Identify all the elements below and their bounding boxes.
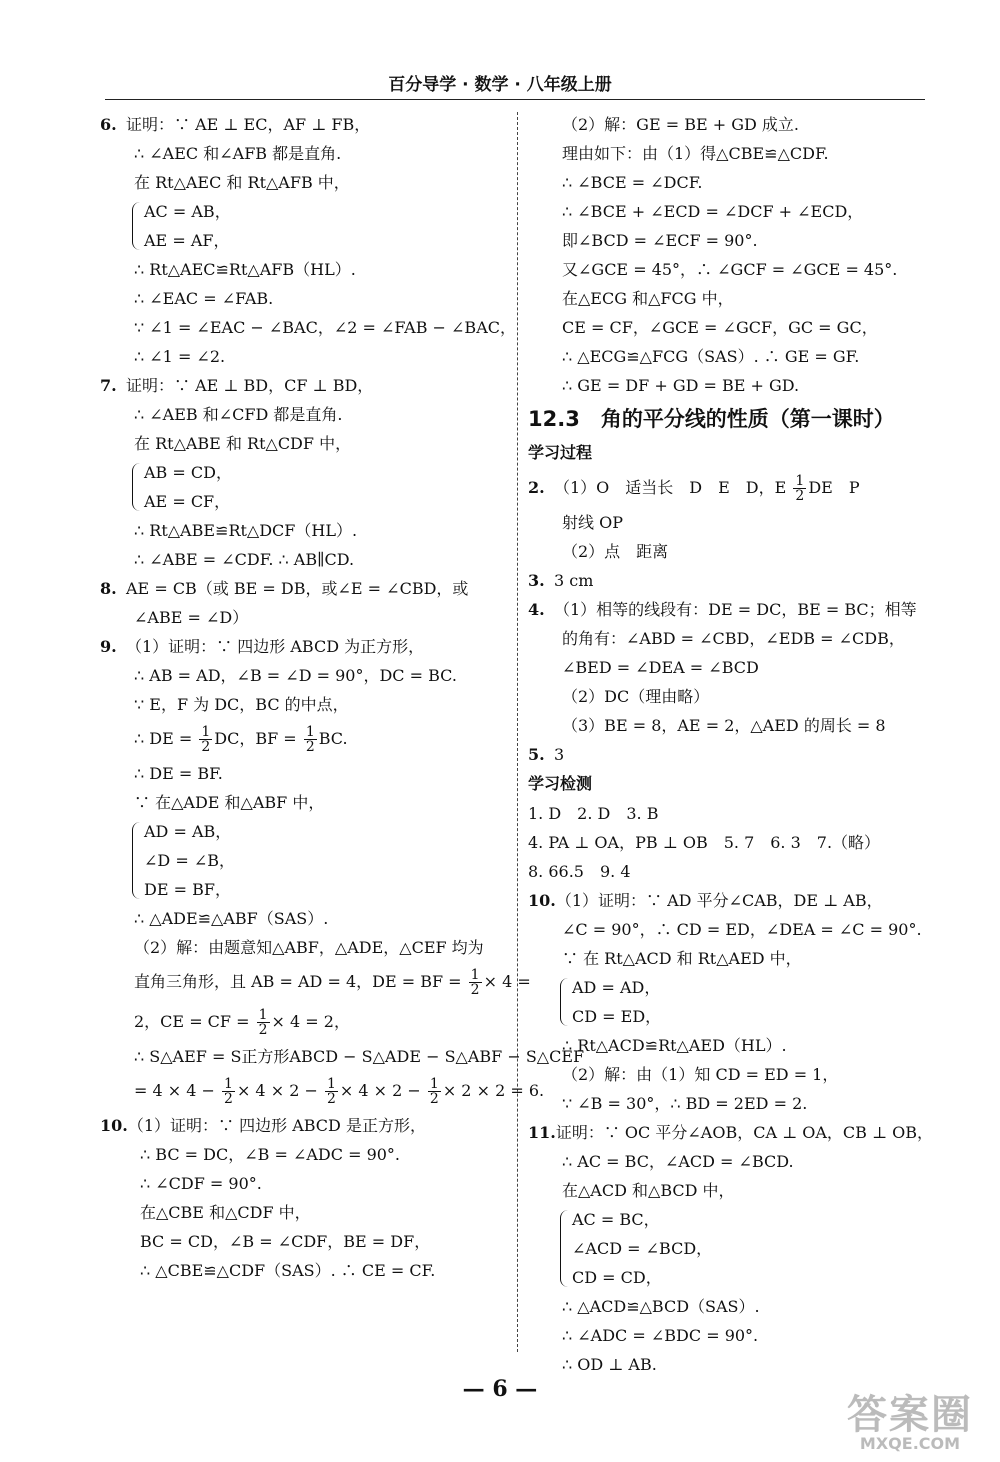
answer-line: ∠D = ∠B， [144, 851, 235, 870]
process-2 [528, 468, 928, 508]
answer-line: ∴ BC = DC，∠B = ∠ADC = 90°. [140, 1145, 401, 1164]
fraction [222, 1077, 235, 1106]
answer-number: 8. [100, 579, 117, 598]
denominator: 2 [470, 982, 480, 998]
watermark-url: MXQE.COM [859, 1434, 961, 1453]
watermark-logo [825, 1392, 995, 1455]
brace [560, 1210, 569, 1287]
answer-line: 在△ACD 和△BCD 中， [562, 1181, 735, 1200]
answer-line: AB = CD， [144, 463, 232, 482]
text-part: × 4 × 2 − [339, 1081, 421, 1100]
brace [560, 978, 569, 1026]
answer-line: CE = CF，∠GCE = ∠GCF，GC = GC， [562, 318, 878, 337]
answer-number: 5. [528, 745, 545, 764]
numerator: 1 [224, 1076, 233, 1092]
denominator: 2 [258, 1022, 268, 1038]
answer-number: 3. [528, 571, 545, 590]
denominator: 2 [326, 1091, 336, 1107]
answer-line: ∵ ∠1 = ∠EAC − ∠BAC，∠2 = ∠FAB − ∠BAC， [134, 318, 516, 337]
brace-group [100, 197, 505, 255]
text-part: × 4 × 2 − [236, 1081, 318, 1100]
answer-6 [100, 110, 516, 371]
answer-line: ∴ △ACD≌△BCD（SAS）. [562, 1297, 760, 1316]
denominator: 2 [429, 1091, 439, 1107]
answer-line: ∴ OD ⊥ AB. [562, 1355, 657, 1374]
numerator: 1 [429, 1076, 439, 1092]
brace-group [528, 1205, 928, 1292]
check-11 [528, 1118, 933, 1379]
answer-line: AD = AD， [572, 978, 661, 997]
answer-line [100, 719, 505, 759]
denominator: 2 [305, 739, 315, 755]
answer-number: 10. [528, 891, 556, 910]
text-part: （1）O 适当长 D E D，E [554, 478, 787, 497]
answer-line: ∵ ∠B = 30°，∴ BD = 2ED = 2. [562, 1094, 808, 1113]
answer-line: 又∠GCE = 45°，∴ ∠GCF = ∠GCE = 45°. [562, 260, 898, 279]
brace [132, 822, 141, 899]
subsection-title: 学习检测 [528, 774, 593, 793]
answer-line: AE = CF， [144, 492, 231, 511]
text-part: ∴ DE = [134, 729, 193, 748]
check-4-7: 4. PA ⊥ OA，PB ⊥ OB 5. 7 6. 3 7.（略） [528, 833, 881, 852]
answer-line: ∠BED = ∠DEA = ∠BCD [562, 658, 759, 677]
answer-line: ∴ Rt△ACD≌Rt△AED（HL）. [562, 1036, 787, 1055]
page-header: 百分导学 · 数学 · 八年级上册 [388, 75, 612, 95]
answer-line: 即∠BCD = ∠ECF = 90°. [562, 231, 758, 250]
answer-line: ∴ S△AEF = S正方形ABCD − S△ADE − S△ABF − S△CEF [134, 1047, 585, 1066]
process-3 [528, 566, 928, 595]
answer-line: 在 Rt△AEC 和 Rt△AFB 中， [134, 173, 350, 192]
answer-line: CD = ED， [572, 1007, 662, 1026]
answer-line: ∴ ∠ADC = ∠BDC = 90°. [562, 1326, 759, 1345]
process-4 [528, 595, 928, 624]
brace-group [100, 458, 505, 516]
text-part: × 2 × 2 = 6. [442, 1081, 545, 1100]
answer-line: ∴ ∠BCE + ∠ECD = ∠DCF + ∠ECD， [562, 202, 864, 221]
answer-line: ∴ ∠AEB 和∠CFD 都是直角. [134, 405, 343, 424]
answer-line: BC = CD，∠B = ∠CDF，BE = DF， [140, 1232, 431, 1251]
header-rule [105, 99, 925, 100]
answer-line: ∴ ∠AEC 和∠AFB 都是直角. [134, 144, 342, 163]
answer-line: 理由如下：由（1）得△CBE≌△CDF. [562, 144, 829, 163]
numerator: 1 [326, 1076, 336, 1092]
answer-7 [100, 371, 505, 574]
answer-line: 射线 OP [562, 513, 623, 532]
answer-line: （1）相等的线段有：DE = DC，BE = BC；相等 [554, 600, 917, 619]
answer-line: （2）DC（理由略） [562, 687, 710, 706]
answer-line: AC = BC， [572, 1210, 660, 1229]
answer-line: ∵ 在 Rt△ACD 和 Rt△AED 中， [562, 949, 802, 968]
answer-line: ∴ ∠BCE = ∠DCF. [562, 173, 703, 192]
denominator: 2 [224, 1091, 233, 1107]
answer-line: （2）解：GE = BE + GD 成立. [562, 115, 800, 134]
answer-line: AD = AB， [144, 822, 232, 841]
numerator: 1 [201, 724, 211, 740]
fraction [428, 1077, 441, 1106]
numerator: 1 [795, 473, 805, 489]
text-part: BC. [318, 729, 348, 748]
answer-line: 在△ECG 和△FCG 中， [562, 289, 734, 308]
right-column [528, 110, 933, 1379]
answer-8 [100, 574, 505, 632]
answer-10 [100, 1111, 505, 1285]
answer-line [100, 1071, 545, 1111]
answer-line: （3）BE = 8，AE = 2，△AED 的周长 = 8 [562, 716, 886, 735]
answer-line: ∴ ∠ABE = ∠CDF. ∴ AB∥CD. [134, 550, 355, 569]
text-part: × 4 = 2， [271, 1012, 350, 1031]
answer-line [100, 962, 531, 1002]
fraction [257, 1008, 270, 1037]
answer-line: ∴ △ADE≌△ABF（SAS）. [134, 909, 329, 928]
section-title: 12.3 角的平分线的性质（第一课时） [528, 407, 895, 431]
watermark-text: 答案圈 [847, 1392, 973, 1438]
text-part: 直角三角形，且 AB = AD = 4，DE = BF = [134, 972, 462, 991]
answer-line: AE = AF， [144, 231, 230, 250]
answer-line: ∴ DE = BF. [134, 764, 223, 783]
text-part: DE P [808, 478, 860, 497]
fraction [793, 474, 806, 503]
answer-line: ∵ 在△ADE 和△ABF 中， [134, 793, 325, 812]
answer-line: AC = AB， [144, 202, 231, 221]
brace [132, 202, 141, 250]
text-part: = 4 × 4 − [134, 1081, 215, 1100]
check-1-3: 1. D 2. D 3. B [528, 804, 659, 823]
answer-number: 4. [528, 600, 545, 619]
answer-line: ∴ △ECG≌△FCG（SAS）. ∴ GE = GF. [562, 347, 860, 366]
answer-number: 10. [100, 1116, 128, 1135]
answer-line: ∴ △CBE≌△CDF（SAS）. ∴ CE = CF. [140, 1261, 436, 1280]
answer-line: 3 [554, 745, 565, 764]
answer-line: ∴ ∠CDF = 90°. [140, 1174, 262, 1193]
answer-line: ∴ AC = BC，∠ACD = ∠BCD. [562, 1152, 794, 1171]
answer-number: 11. [528, 1123, 556, 1142]
brace-group [528, 973, 928, 1031]
answer-line: ∠ABE = ∠D） [134, 608, 249, 627]
text-part: 2，CE = CF = [134, 1012, 250, 1031]
answer-number: 9. [100, 637, 117, 656]
answer-line: ∴ GE = DF + GD = BE + GD. [562, 376, 800, 395]
answer-number: 6. [100, 115, 117, 134]
answer-line: 在△CBE 和△CDF 中， [140, 1203, 311, 1222]
process-5 [528, 740, 928, 769]
answer-line: 的角有：∠ABD = ∠CBD，∠EDB = ∠CDB， [562, 629, 905, 648]
answer-line: AE = CB（或 BE = DB，或∠E = ∠CBD，或 [126, 579, 469, 598]
text-part: DC，BF = [214, 729, 297, 748]
brace-group [100, 817, 505, 904]
numerator: 1 [258, 1007, 268, 1023]
answer-line: （1）证明：∵ 四边形 ABCD 为正方形， [126, 637, 425, 656]
fraction [304, 725, 317, 754]
answer-line: ∴ AB = AD，∠B = ∠D = 90°，DC = BC. [134, 666, 457, 685]
answer-line: （2）解：由（1）知 CD = ED = 1， [562, 1065, 839, 1084]
fraction [325, 1077, 338, 1106]
answer-line: （1）证明：∵ 四边形 ABCD 是正方形， [127, 1116, 426, 1135]
answer-line: （2）点 距离 [562, 542, 669, 561]
answer-line: ∠ACD = ∠BCD， [572, 1239, 713, 1258]
answer-line: （2）解：由题意知△ABF，△ADE，△CEF 均为 [134, 938, 484, 957]
answer-line: ∴ Rt△AEC≌Rt△AFB（HL）. [134, 260, 356, 279]
answer-number: 2. [528, 478, 545, 497]
page-number: — 6 — [462, 1376, 538, 1402]
check-8-9: 8. 66.5 9. 4 [528, 862, 631, 881]
answer-line: ∠C = 90°，∴ CD = ED，∠DEA = ∠C = 90°. [562, 920, 922, 939]
fraction [469, 968, 482, 997]
answer-line [100, 1002, 505, 1042]
answer-line: DE = BF， [144, 880, 231, 899]
answer-line: 证明：∵ OC 平分∠AOB，CA ⊥ OA，CB ⊥ OB， [555, 1123, 933, 1142]
answer-line: ∴ ∠EAC = ∠FAB. [134, 289, 274, 308]
answer-line: ∵ E，F 为 DC，BC 的中点， [134, 695, 349, 714]
brace [132, 463, 141, 511]
answer-line: CD = CD， [572, 1268, 662, 1287]
answer-line: 证明：∵ AE ⊥ BD，CF ⊥ BD， [126, 376, 374, 395]
denominator: 2 [201, 739, 211, 755]
answer-line: 3 cm [554, 571, 594, 590]
text-part: × 4 = [483, 972, 531, 991]
numerator: 1 [305, 724, 315, 740]
answer-line: ∴ ∠1 = ∠2. [134, 347, 226, 366]
answer-number: 7. [100, 376, 117, 395]
denominator: 2 [795, 488, 805, 504]
subsection-title: 学习过程 [528, 443, 593, 462]
fraction [199, 725, 212, 754]
answer-line: 证明：∵ AE ⊥ EC，AF ⊥ FB， [126, 115, 371, 134]
column-divider [517, 112, 518, 1352]
answer-line: （1）证明：∵ AD 平分∠CAB，DE ⊥ AB， [555, 891, 883, 910]
answer-line: 在 Rt△ABE 和 Rt△CDF 中， [134, 434, 352, 453]
answer-10-part2 [528, 110, 928, 400]
numerator: 1 [470, 967, 480, 983]
check-10 [528, 886, 928, 1118]
answer-line: ∴ Rt△ABE≌Rt△DCF（HL）. [134, 521, 358, 540]
